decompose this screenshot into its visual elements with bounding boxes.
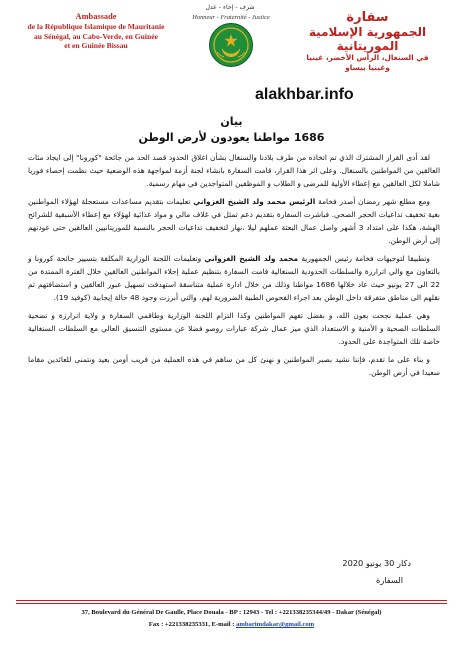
letterhead-ar-line-4: وغينيا بيساو: [345, 63, 390, 72]
motto-arabic: شرف - إخاء - عدل: [205, 4, 255, 11]
footer-fax: Fax : +221338235331, E-mail :: [148, 621, 237, 628]
president-name: الرئيس محمد ولد الشيخ الغزواني: [193, 197, 316, 206]
paragraph-3-start: وتطبيقا لتوجيهات فخامة رئيس الجمهورية: [298, 254, 430, 263]
statement-body: [28, 151, 440, 384]
letterhead-ar-line-3: في السنغال، الرأس الأخضر، غينيا: [306, 53, 429, 62]
motto-french: Honneur - Fraternité - Justice: [192, 14, 270, 21]
footer-divider: [16, 600, 447, 601]
paragraph-4: وهي عملية نجحت بعون الله، و بفضل تفهم المواطنين وكذا التزام اللجنة الوزارية وطاقمي السفارة و ولاية اترارزة و تضحية السلطات الصحية و الأمنية و الاستعداد الذي ميز عمال شركة عبارات روصو فضلا عن مستوى التنسيق العالي مع السلطات السنغالية خاصة تلك المتواجدة على الحدود.: [28, 311, 440, 346]
paragraph-2: [28, 195, 440, 247]
letterhead-ar-line-2: الجمهورية الإسلامية الموريتانية: [308, 25, 427, 53]
letterhead-fr-line-3: au Sénégal, au Cabo-Verde, en Guinée: [34, 31, 158, 41]
paragraph-5: و بناء على ما تقدم، فإننا نشيد بصبر المواطنين و نهنئ كل من ساهم في هذه العملية من قريب أومن بعيد ونتمنى للعائدين مقاما سعيدا في أرض الوطن.: [28, 355, 440, 377]
footer-contact: [0, 621, 463, 628]
signature: السفارة: [376, 575, 403, 585]
statement-title: بيان: [220, 115, 243, 128]
footer-address: 37, Boulevard du Général De Gaulle, Place Douala - BP : 12943 - Tel : +221338235344/49 - Dakar (Sénégal): [81, 609, 382, 616]
paragraph-2-start: ومع مطلع شهر رمضان أصدر فخامة: [315, 197, 430, 206]
date-line: دكار 30 يونيو 2020: [342, 558, 411, 568]
letterhead-fr-line-2: de la République Islamique de Mauritanie: [27, 22, 165, 32]
footer-email-link[interactable]: ambarimdakar@gmail.com: [236, 621, 315, 628]
president-name-2: محمد ولد الشيخ الغزواني: [204, 254, 299, 263]
letterhead-french: [8, 12, 184, 51]
letterhead-arabic: [280, 10, 455, 73]
paragraph-2-rest: تعليمات بتقديم مساعدات مستعجلة لهؤلاء المواطنين بغية تخفيف تداعيات الحجر الصحي. فباشرت السفارة بتقديم دعم تمثل في غلاف مالي و مواد غذائية لهؤلاء مع إعطاء الأسبقية للشرائح الهشة، هكذا على امتداد 3 أشهر واصل عمال البعثة عملهم ليلا ،نهار لتخفيف تداعيات الحجر بالنسبة للموريتانيين العالقين حتى عودتهم إلى أرض الوطن.: [28, 197, 440, 245]
paragraph-1: لقد أدى القرار المشترك الذي تم اتخاذه من طرف بلادنا والسنغال بشأن اغلاق الحدود قصد الحد من جائحة "كورونا" إلى ايجاد مئات العالقين من المواطنين بالسنغال. وعلى اثر هذا القرار، قامت السفارة بانشاء لجنة أزمة لمواجهة هذه الوضعية حيث نظمت إحصاء فوريا شاملا لكل العالقين مع إعطاء الأولية للمرضى و الطلاب و الموظفين المتواجدين في مهام رسمية.: [28, 153, 440, 188]
footer-divider-thin: [16, 603, 447, 604]
letterhead-fr-line-4: et en Guinée Bissau: [64, 41, 128, 51]
letterhead-ar-line-1: سفارة: [346, 10, 389, 25]
statement-headline: 1686 مواطنا يعودون لأرض الوطن: [138, 131, 325, 144]
letterhead-fr-line-1: Ambassade: [75, 12, 117, 21]
national-emblem-icon: [208, 22, 254, 68]
paragraph-3-rest: وتعليمات اللجنة الوزارية المكلفة بتسيير جائحة كورونا و بالتعاون مع والي اترارزة والسلطات الحدودية السنغالية قامت السفارة بتنظيم عملية إجلاء المواطنين العالقين خلال الفترة الممتدة من 22 الى 27 يونيو حيث عاد خلالها 1686 مواطنا وذلك من خلال ادارة عملية متناسقة استهدفت تسهيل عبور العالقين و استضافتهم ثم نقلهم الى مناطق متفرقة داخل الوطن بعد اجراء الفحوص الطبية الضرورية لهم، والتي أبرزت وجود 48 حالة إيجابية (كوفيد 19).: [28, 254, 440, 302]
paragraph-3: [28, 252, 440, 304]
site-watermark: alakhbar.info: [255, 86, 354, 103]
